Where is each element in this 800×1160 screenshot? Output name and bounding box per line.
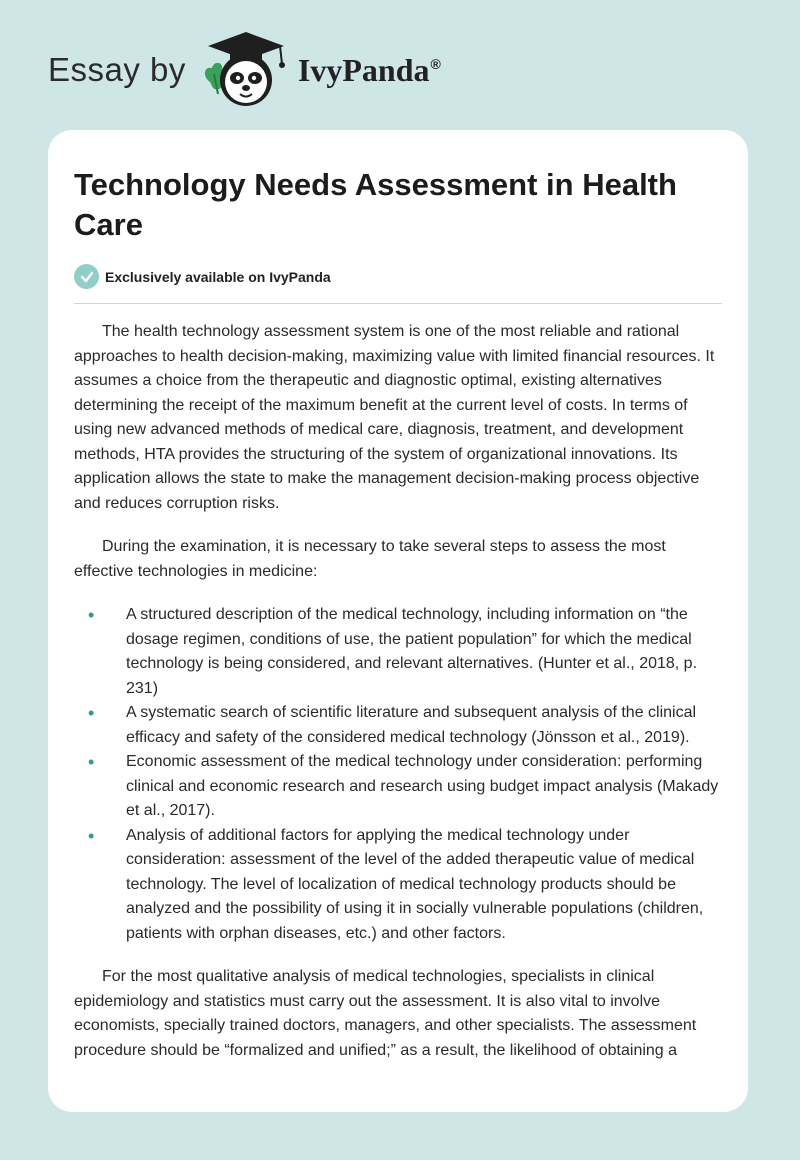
bullet-icon: • xyxy=(88,605,95,625)
bullet-icon: • xyxy=(88,703,95,723)
exclusive-badge xyxy=(74,264,331,289)
list-item xyxy=(88,824,726,947)
essay-body xyxy=(74,320,726,1082)
panda-logo-icon xyxy=(200,30,292,110)
site-header xyxy=(48,30,441,110)
steps-list xyxy=(74,603,726,946)
divider xyxy=(74,303,722,304)
list-item xyxy=(88,603,726,701)
list-item xyxy=(88,701,726,750)
paragraph: The health technology assessment system is one of the most reliable and rational approaches to health decision-making, maximizing value with limited financial resources. It assumes a choice from the therapeutic and diagnostic optimal, existing alternatives determining the receipt of the maximum benefit at the current level of costs. In terms of using new advanced methods of medical care, diagnosis, treatment, and development methods, HTA provides the structuring of the system of organizational innovations. Its application allows the state to make the management decision-making process objective and reduces corruption risks. xyxy=(74,323,715,512)
paragraph: For the most qualitative analysis of medical technologies, specialists in clinical epidemiology and statistics must carry out the assessment. It is also vital to involve economists, specially trained doctors, managers, and other specialists. The assessment procedure should be “formalized and unified;” as a result, the likelihood of obtaining a xyxy=(74,968,697,1059)
list-item-text: A systematic search of scientific literature and subsequent analysis of the clinical efficacy and safety of the considered medical technology (Jönsson et al., 2019). xyxy=(126,704,697,746)
bullet-icon: • xyxy=(88,752,95,772)
brand-name-text: IvyPanda xyxy=(297,51,430,88)
list-item-text: A structured description of the medical technology, including information on “the dosage regimen, conditions of use, the patient population” for which the medical technology is being considered, and relevant alternatives. (Hunter et al., 2018, p. 231) xyxy=(126,606,698,697)
list-item-text: Economic assessment of the medical technology under consideration: performing clinical and economic research and research using budget impact analysis (Makady et al., 2017). xyxy=(126,753,719,819)
brand-name xyxy=(298,52,441,89)
check-icon xyxy=(74,264,99,289)
paragraph: During the examination, it is necessary to take several steps to assess the most effective technologies in medicine: xyxy=(74,538,666,580)
list-item xyxy=(88,750,726,824)
bullet-icon: • xyxy=(88,825,95,846)
exclusive-label: Exclusively available on IvyPanda xyxy=(105,268,331,285)
registered-mark: ® xyxy=(430,55,441,72)
ivypanda-logo[interactable] xyxy=(200,30,441,110)
essay-title: Technology Needs Assessment in Health Care xyxy=(74,167,677,242)
list-item-text: Analysis of additional factors for applying the medical technology under consideration: assessment of the level of the added therapeutic value of medical technology. The level of localization of medical technology products should be analyzed and the possibility of using it in socially vulnerable populations (children, patients with orphan diseases, etc.) and other factors. xyxy=(126,826,704,942)
essay-card xyxy=(48,130,748,1112)
essay-by-label: Essay by xyxy=(48,51,186,88)
